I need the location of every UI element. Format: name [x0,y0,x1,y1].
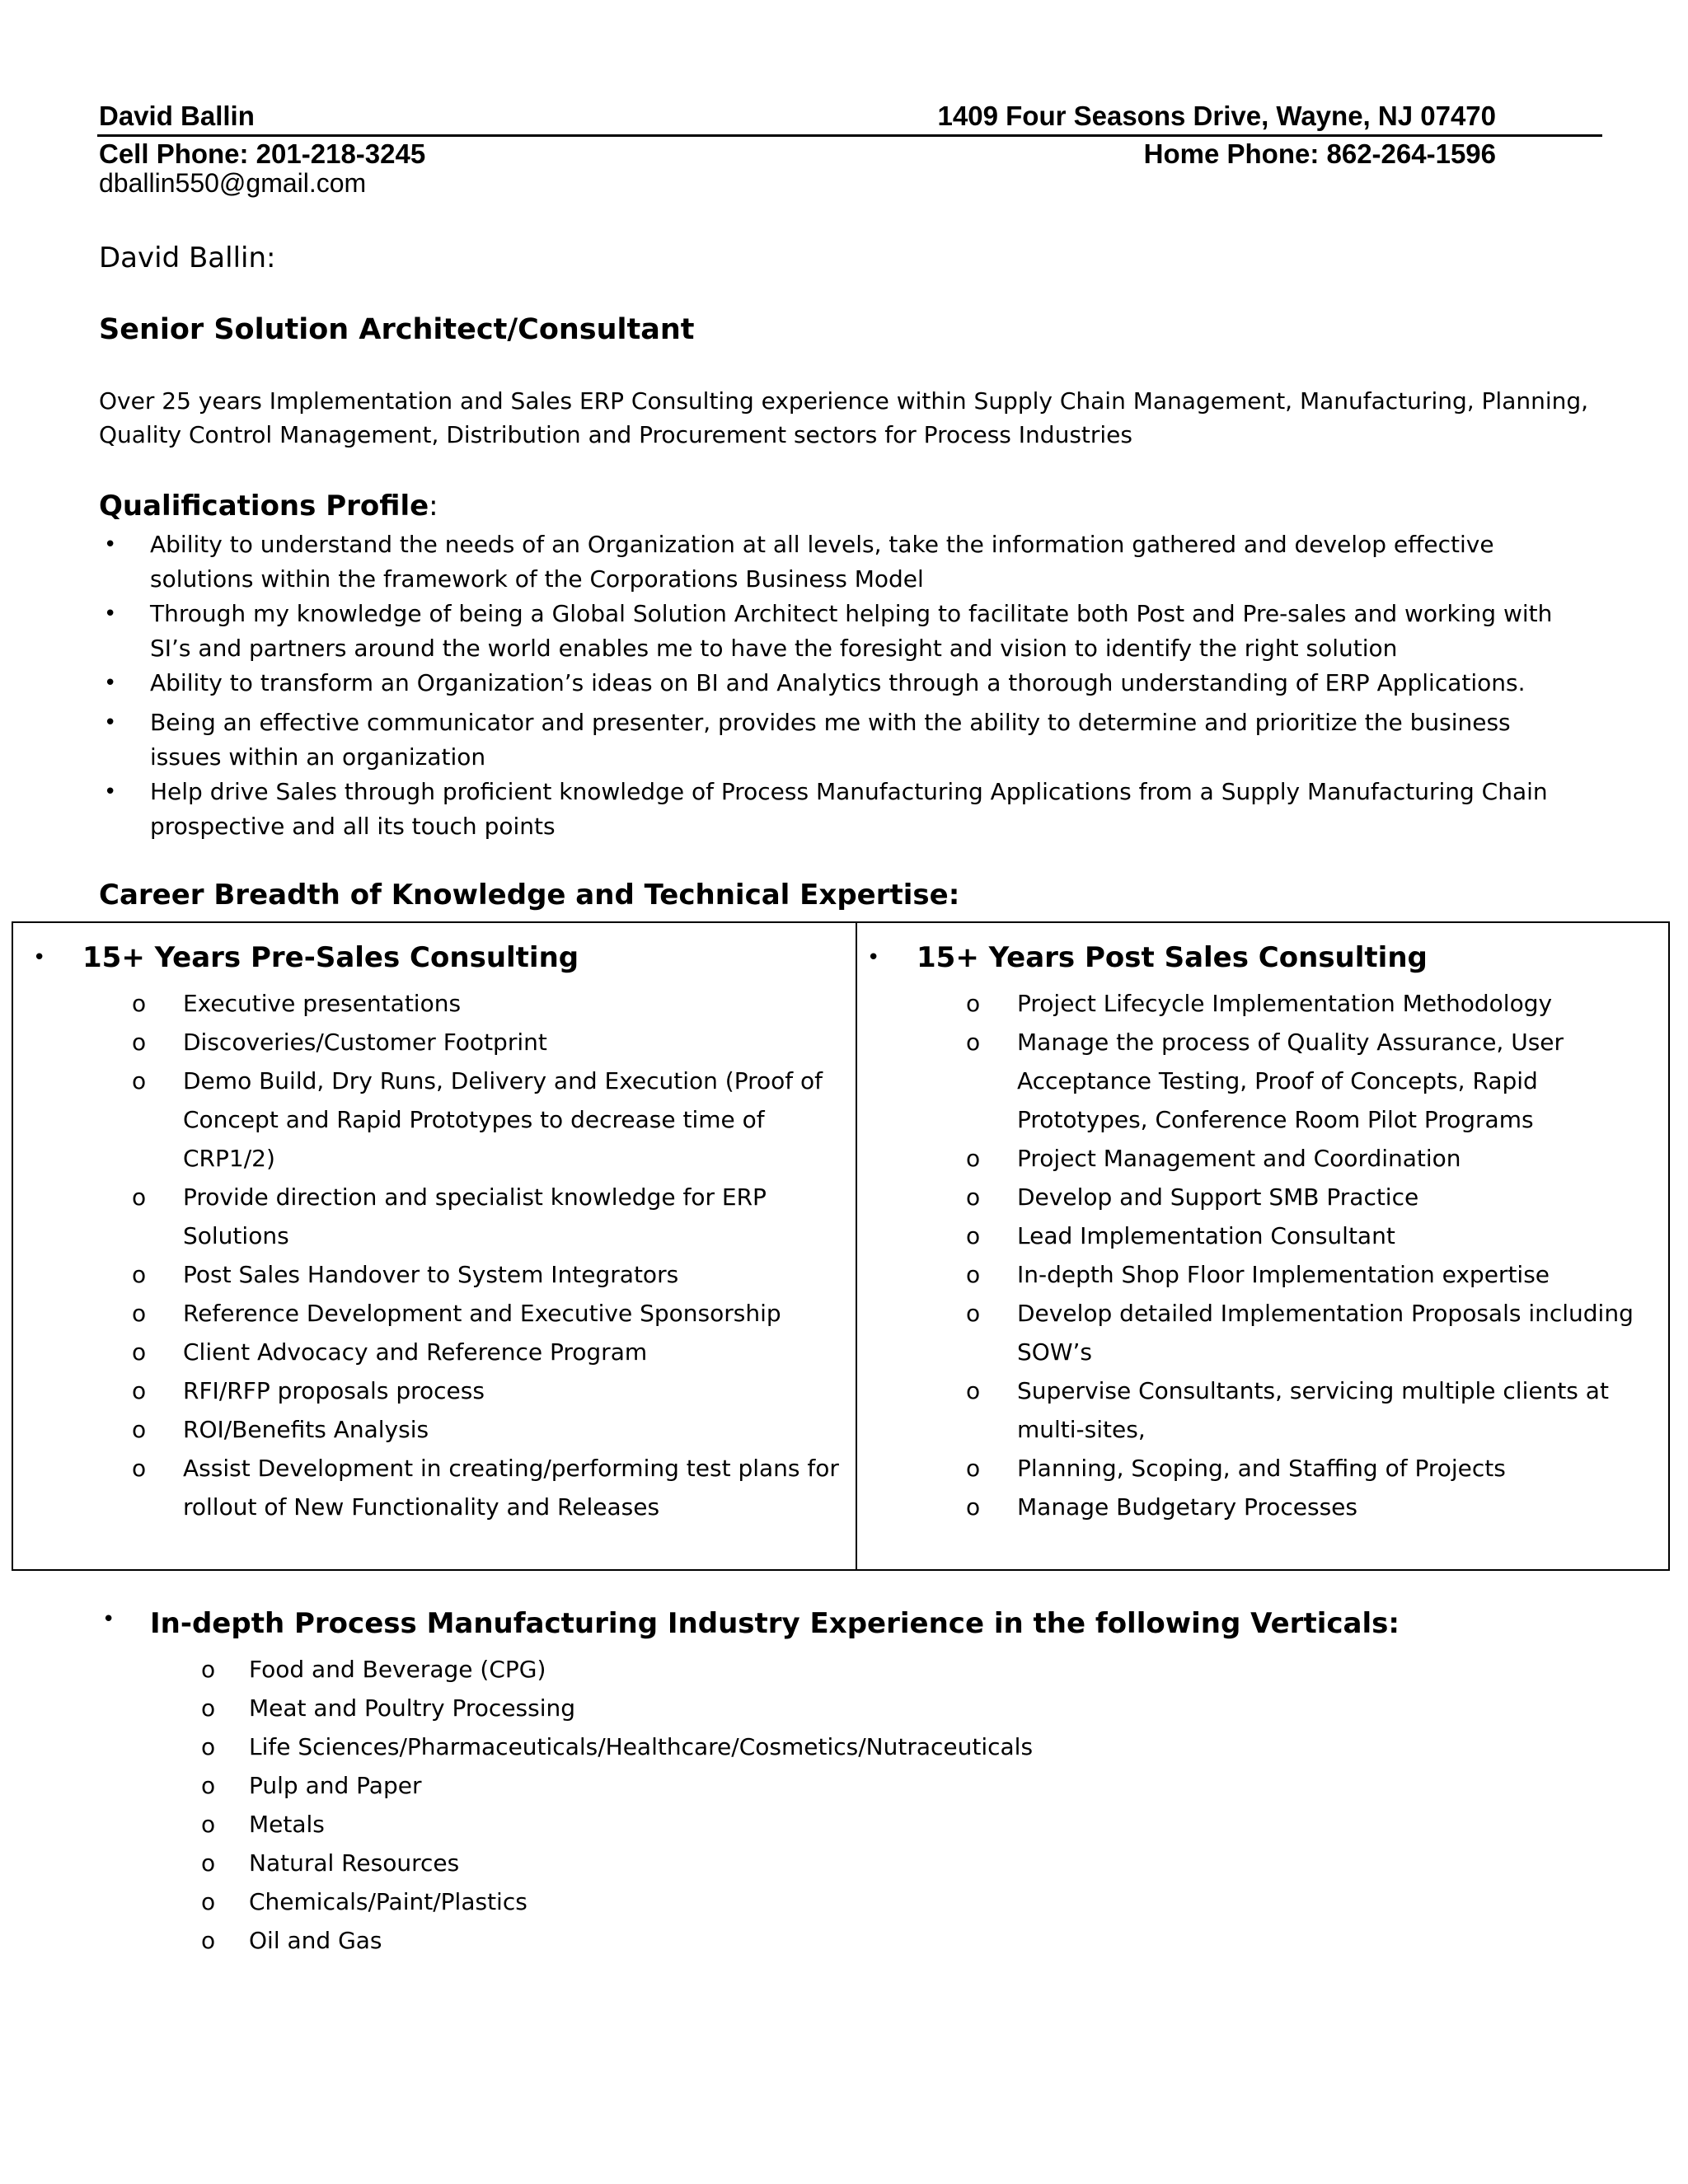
bullet-icon: • [33,945,46,970]
post-sales-list [966,984,1658,1526]
list-item: • Ability to transform an Organization’s ideas on BI and Analytics through a thorough understanding of ERP Applications. [99,666,1582,701]
home-phone: Home Phone: 862-264-1596 [1143,138,1496,169]
expertise-table [12,921,1670,1571]
list-item: • Ability to understand the needs of an Organization at all levels, take the information gathered and develop effective solutions within the framework of the Corporations Business Model [99,527,1582,597]
list-item: • Help drive Sales through proficient knowledge of Process Manufacturing Applications from a Supply Manufacturing Chain prospective and all its touch points [99,775,1582,844]
list-item: o Develop and Support SMB Practice [966,1183,1419,1211]
summary-paragraph: Over 25 years Implementation and Sales ERP Consulting experience within Supply Chain Management, Manufacturing, Planning, Quality Control Management, Distribution and Procurement sectors for Process Industries [99,387,1589,448]
list-item: o Demo Build, Dry Runs, Delivery and Execution (Proof of Concept and Rapid Prototypes to decrease time of CRP1/2) [132,1067,823,1172]
list-item: o Project Lifecycle Implementation Methodology [966,990,1553,1017]
verticals-list [198,1650,1033,1960]
list-item: o Post Sales Handover to System Integrators [132,1261,679,1288]
list-item: o Assist Development in creating/performing test plans for rollout of New Functionality and Releases [132,1455,839,1521]
list-item: o ROI/Benefits Analysis [132,1416,429,1443]
list-item: o RFI/RFP proposals process [132,1377,485,1404]
bullet-icon: • [102,1607,115,1632]
list-item: o Food and Beverage (CPG) [201,1656,546,1683]
list-item: o Project Management and Coordination [966,1145,1461,1172]
list-item: o Provide direction and specialist knowledge for ERP Solutions [132,1183,767,1249]
job-title: Senior Solution Architect/Consultant [99,313,695,346]
list-item: o Lead Implementation Consultant [966,1222,1395,1249]
post-sales-column [847,940,1663,1526]
qualifications-list [99,527,1582,844]
pre-sales-heading: • 15+ Years Pre-Sales Consulting [33,941,579,974]
verticals-heading: • In-depth Process Manufacturing Industry Experience in the following Verticals: [102,1607,1400,1640]
bullet-icon: • [104,710,117,735]
list-item: o Planning, Scoping, and Staffing of Projects [966,1455,1506,1482]
list-item: o Manage the process of Quality Assurance, User Acceptance Testing, Proof of Concepts, Rapid Prototypes, Conference Room Pilot Programs [966,1029,1564,1133]
list-item: o Executive presentations [132,990,462,1017]
bullet-icon: • [867,945,880,970]
bullet-icon: • [104,671,117,696]
list-item: o Chemicals/Paint/Plastics [201,1888,528,1915]
list-item: o Reference Development and Executive Sponsorship [132,1300,781,1327]
cell-phone: Cell Phone: 201-218-3245 [99,138,426,169]
salutation: David Ballin: [99,241,276,274]
bullet-icon: • [104,602,117,626]
name-header: David Ballin [99,101,255,131]
list-item: o Meat and Poultry Processing [201,1694,576,1722]
list-item: o Oil and Gas [201,1927,382,1954]
list-item: o Life Sciences/Pharmaceuticals/Healthcare/Cosmetics/Nutraceuticals [201,1733,1034,1760]
post-sales-heading: • 15+ Years Post Sales Consulting [867,941,1428,974]
header-rule [97,134,1602,137]
address: 1409 Four Seasons Drive, Wayne, NJ 07470 [937,101,1496,131]
bullet-icon: • [104,780,117,804]
list-item: o In-depth Shop Floor Implementation expertise [966,1261,1550,1288]
list-item: o Pulp and Paper [201,1772,422,1799]
list-item: o Metals [201,1811,325,1838]
career-heading: Career Breadth of Knowledge and Technical Expertise: [99,879,960,912]
qualifications-heading: Qualifications Profile: [99,490,438,523]
list-item: o Natural Resources [201,1849,460,1877]
list-item: o Discoveries/Customer Footprint [132,1029,547,1056]
list-item: o Supervise Consultants, servicing multiple clients at multi-sites, [966,1377,1609,1443]
list-item: o Client Advocacy and Reference Program [132,1338,648,1366]
list-item: • Being an effective communicator and presenter, provides me with the ability to determine and prioritize the business issues within an organization [99,705,1582,775]
pre-sales-list [132,984,849,1526]
email-address: dballin550@gmail.com [99,168,367,198]
list-item: o Manage Budgetary Processes [966,1493,1357,1521]
list-item: • Through my knowledge of being a Global Solution Architect helping to facilitate both Post and Pre-sales and working with SI’s and partners around the world enables me to have the foresight and vision to identify the right solution [99,597,1582,666]
list-item: o Develop detailed Implementation Proposals including SOW’s [966,1300,1634,1366]
bullet-icon: • [104,532,117,557]
pre-sales-column [13,940,837,1526]
